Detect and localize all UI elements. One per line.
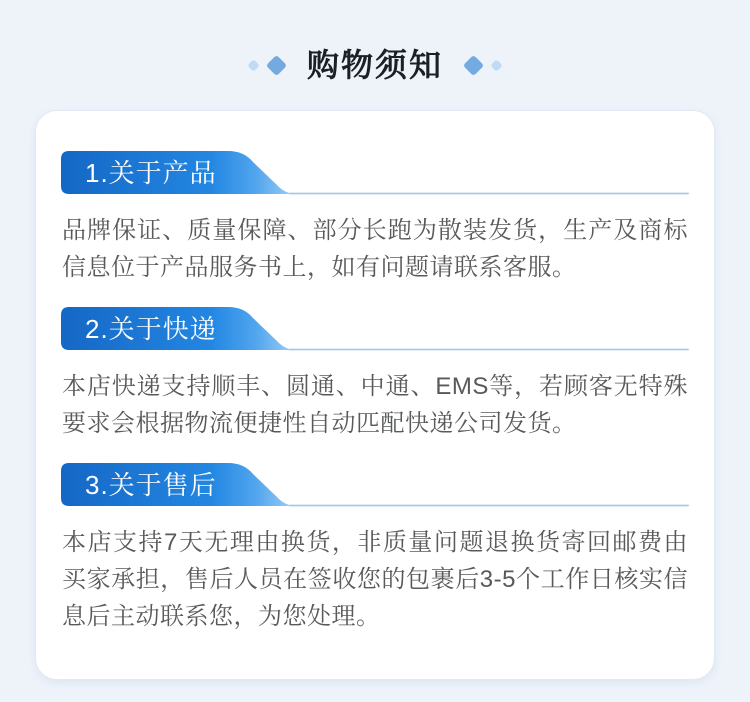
diamond-icon: [247, 59, 260, 72]
section-ribbon: [61, 307, 689, 355]
diamond-icon: [463, 54, 484, 75]
diamond-icon: [266, 54, 287, 75]
page-header: [0, 0, 750, 84]
section-aftersale: [61, 463, 689, 635]
section-body: 品牌保证、质量保障、部分长跑为散装发货，生产及商标信息位于产品服务书上，如有问题请联系客服。: [62, 217, 688, 281]
section-body: 本店支持7天无理由换货，非质量问题退换货寄回邮费由买家承担，售后人员在签收您的包裹后3-5个工作日核实信息后主动联系您，为您处理。: [62, 529, 688, 630]
section-body: 本店快递支持顺丰、圆通、中通、EMS等，若顾客无特殊要求会根据物流便捷性自动匹配快递公司发货。: [62, 373, 688, 437]
notice-card: [35, 110, 715, 680]
page-title: 购物须知: [306, 47, 443, 83]
section-heading: 3.关于售后: [85, 470, 217, 500]
section-ribbon: [61, 151, 689, 199]
section-shipping: [61, 307, 689, 442]
section-ribbon: [61, 463, 689, 511]
section-heading: 1.关于产品: [85, 158, 217, 188]
diamond-icon: [490, 59, 503, 72]
section-product: [61, 151, 689, 286]
section-heading: 2.关于快递: [85, 314, 217, 344]
